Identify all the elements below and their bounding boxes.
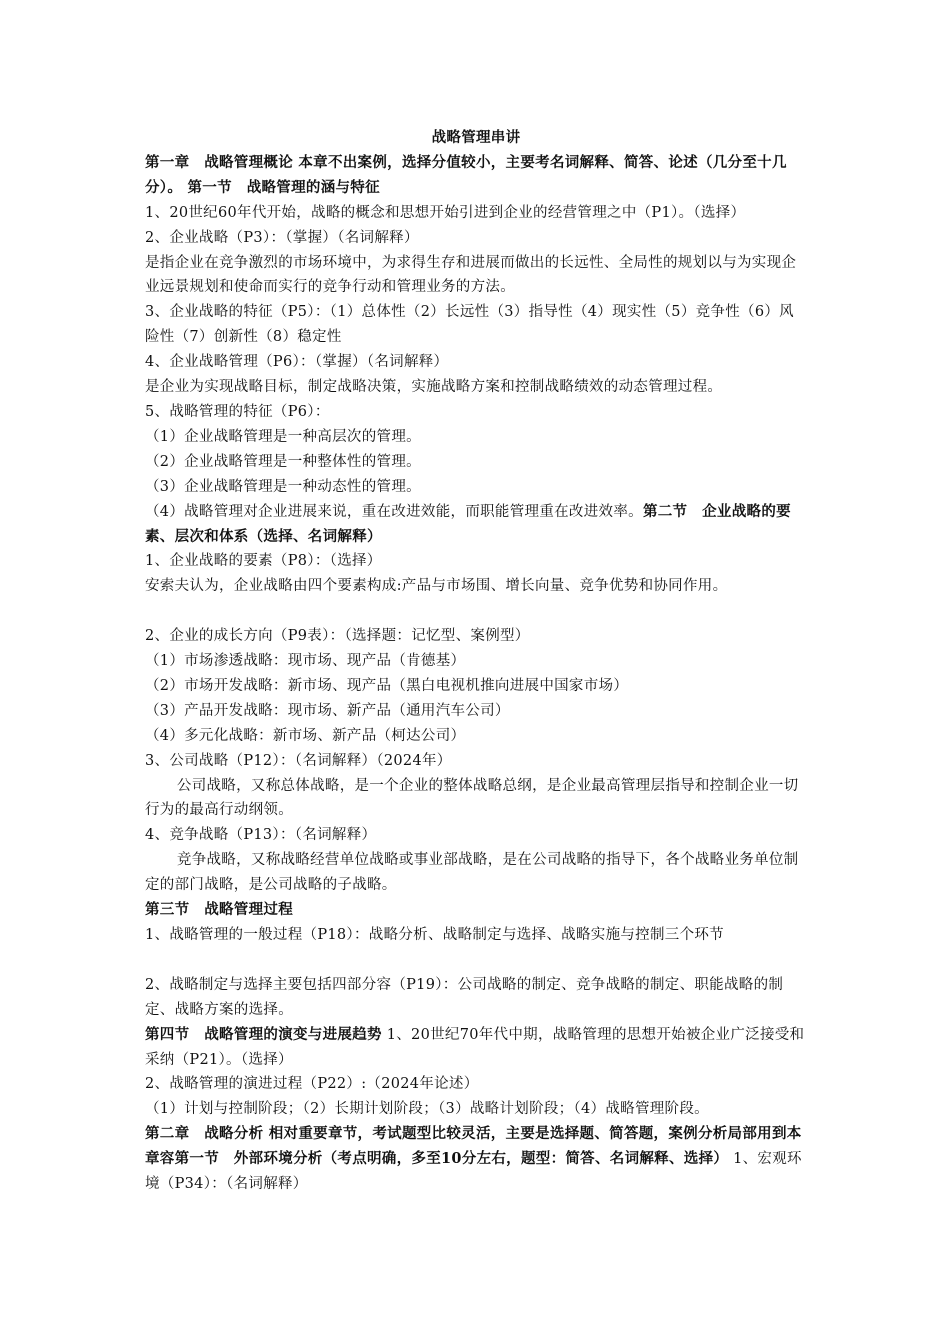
list-item: （4）多元化战略：新市场、新产品（柯达公司） xyxy=(145,727,466,744)
document-title: 战略管理串讲 xyxy=(431,129,521,146)
paragraph xyxy=(145,500,807,550)
paragraph: 1、战略管理的一般过程（P18）：战略分析、战略制定与选择、战略实施与控制三个环节 xyxy=(145,926,724,943)
list-item-text: （4）战略管理对企业进展来说，重在改进效能，而职能管理重在改进效率。 xyxy=(145,503,643,520)
paragraph: 是指企业在竞争激烈的市场环境中，为求得生存和进展而做出的长远性、全局性的规划以与为实现企业远景规划和使命而实行的竞争行动和管理业务的方法。 xyxy=(145,254,797,296)
paragraph: 1、企业战略的要素（P8）：（选择） xyxy=(145,553,382,570)
paragraph: 是企业为实现战略目标，制定战略决策，实施战略方案和控制战略绩效的动态管理过程。 xyxy=(145,379,723,396)
list-item: （2）企业战略管理是一种整体性的管理。 xyxy=(145,453,421,470)
paragraph-text: 1、宏观环境（P34）：（名词解释） xyxy=(145,1151,802,1193)
chapter-2-heading: 第二章 战略分析 相对重要章节，考试题型比较灵活，主要是选择题、简答题，案例分析局部用到本章容第一节 外部环境分析（考点明确，多至10分左右，题型：简答、名词解释、选择） xyxy=(145,1125,802,1168)
list-item: （1）市场渗透战略：现市场、现产品（肯德基） xyxy=(145,653,466,670)
document-page xyxy=(145,126,807,1197)
section-heading: 第三节 战略管理过程 xyxy=(145,901,293,919)
list-item: （3）企业战略管理是一种动态性的管理。 xyxy=(145,478,421,495)
blank-line xyxy=(145,599,807,624)
section-heading: 第二节 企业战略的要素、层次和体系（选择、名词解释） xyxy=(145,502,791,545)
blank-line xyxy=(145,948,807,973)
paragraph: 2、企业战略（P3）：（掌握）（名词解释） xyxy=(145,229,419,246)
paragraph: 安索夫认为，企业战略由四个要素构成:产品与市场围、增长向量、竞争优势和协同作用。 xyxy=(145,578,728,595)
list-item: （2）市场开发战略：新市场、现产品（黑白电视机推向进展中国家市场） xyxy=(145,677,629,694)
list-item: （1）计划与控制阶段；（2）长期计划阶段；（3）战略计划阶段；（4）战略管理阶段。 xyxy=(145,1101,709,1118)
paragraph: 1、20世纪60年代开始，战略的概念和思想开始引进到企业的经营管理之中（P1）。（选择） xyxy=(145,204,746,221)
paragraph: 3、公司战略（P12）：（名词解释）（2024年） xyxy=(145,752,452,769)
paragraph xyxy=(145,1122,807,1197)
list-item: （1）企业战略管理是一种高层次的管理。 xyxy=(145,428,421,445)
section-heading: 第四节 战略管理的演变与进展趋势 xyxy=(145,1025,382,1043)
paragraph: 4、竞争战略（P13）：（名词解释） xyxy=(145,827,377,844)
paragraph: 2、战略制定与选择主要包括四部分容（P19）：公司战略的制定、竞争战略的制定、职能战略的制定、战略方案的选择。 xyxy=(145,976,784,1018)
paragraph: 公司战略，又称总体战略，是一个企业的整体战略总纲，是企业最高管理层指导和控制企业一切行为的最高行动纲领。 xyxy=(145,777,799,819)
paragraph: 3、企业战略的特征（P5）：（1）总体性（2）长远性（3）指导性（4）现实性（5）竞争性（6）风险性（7）创新性（8）稳定性 xyxy=(145,304,794,346)
paragraph xyxy=(145,1023,807,1073)
paragraph-text: 1、20世纪70年代中期，战略管理的思想开始被企业广泛接受和采纳（P21）。（选择） xyxy=(145,1026,805,1068)
paragraph: 5、战略管理的特征（P6）： xyxy=(145,403,330,420)
paragraph: 4、企业战略管理（P6）：（掌握）（名词解释） xyxy=(145,354,449,371)
paragraph: 2、企业的成长方向（P9表）：（选择题：记忆型、案例型） xyxy=(145,628,530,645)
paragraph: 竞争战略，又称战略经营单位战略或事业部战略，是在公司战略的指导下，各个战略业务单位制定的部门战略，是公司战略的子战略。 xyxy=(145,852,799,894)
list-item: （3）产品开发战略：现市场、新产品（通用汽车公司） xyxy=(145,702,510,719)
chapter-1-heading: 第一章 战略管理概论 本章不出案例，选择分值较小，主要考名词解释、简答、论述（几分至十几分）。 第一节 战略管理的涵与特征 xyxy=(145,153,787,196)
paragraph: 2、战略管理的演进过程（P22）:（2024年论述） xyxy=(145,1076,479,1093)
